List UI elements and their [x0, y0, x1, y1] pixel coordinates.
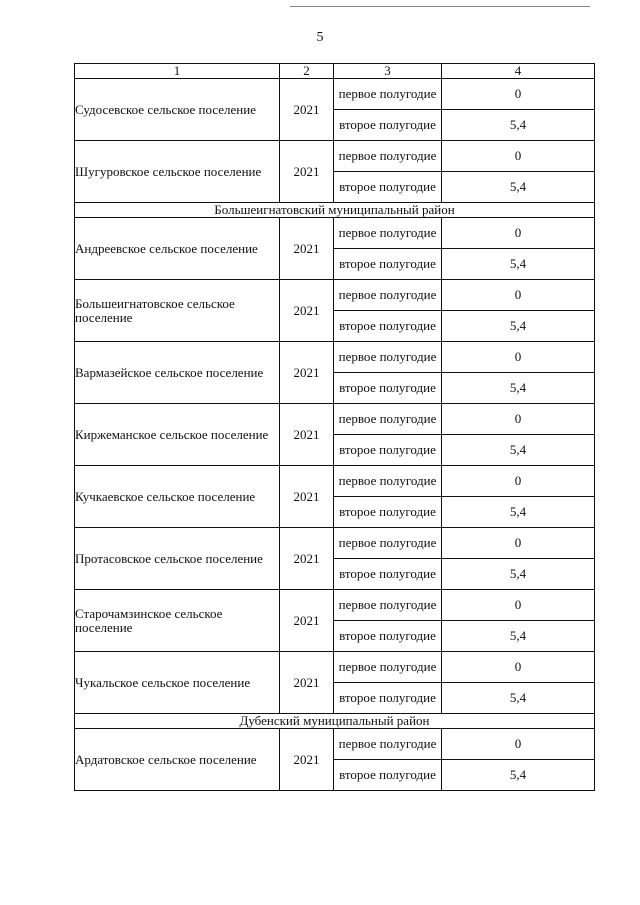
- settlement-name: Судосевское сельское поселение: [75, 79, 280, 141]
- settlement-name: Киржеманское сельское поселение: [75, 404, 280, 466]
- column-header-2: 2: [280, 64, 334, 79]
- period-cell: второе полугодие: [334, 172, 442, 203]
- column-header-3: 3: [334, 64, 442, 79]
- period-cell: второе полугодие: [334, 311, 442, 342]
- settlement-name: Вармазейское сельское поселение: [75, 342, 280, 404]
- column-header-4: 4: [442, 64, 595, 79]
- table-row: [75, 729, 595, 760]
- period-cell: первое полугодие: [334, 652, 442, 683]
- period-cell: первое полугодие: [334, 590, 442, 621]
- table-row: [75, 79, 595, 110]
- period-cell: первое полугодие: [334, 466, 442, 497]
- scan-artifact-line: [290, 6, 590, 7]
- year-cell: 2021: [280, 404, 334, 466]
- year-cell: 2021: [280, 218, 334, 280]
- value-cell: 0: [442, 466, 595, 497]
- year-cell: 2021: [280, 280, 334, 342]
- period-cell: первое полугодие: [334, 729, 442, 760]
- year-cell: 2021: [280, 466, 334, 528]
- period-cell: первое полугодие: [334, 280, 442, 311]
- table-row: [75, 528, 595, 559]
- year-cell: 2021: [280, 342, 334, 404]
- table-row: [75, 652, 595, 683]
- value-cell: 0: [442, 590, 595, 621]
- value-cell: 5,4: [442, 110, 595, 141]
- year-cell: 2021: [280, 141, 334, 203]
- value-cell: 0: [442, 528, 595, 559]
- settlement-name: Протасовское сельское поселение: [75, 528, 280, 590]
- value-cell: 5,4: [442, 373, 595, 404]
- period-cell: второе полугодие: [334, 621, 442, 652]
- period-cell: первое полугодие: [334, 218, 442, 249]
- value-cell: 5,4: [442, 559, 595, 590]
- value-cell: 0: [442, 404, 595, 435]
- table-row: [75, 218, 595, 249]
- value-cell: 5,4: [442, 497, 595, 528]
- value-cell: 0: [442, 141, 595, 172]
- table-row: [75, 404, 595, 435]
- value-cell: 0: [442, 729, 595, 760]
- data-table: [74, 63, 595, 791]
- table-row: [75, 280, 595, 311]
- period-cell: первое полугодие: [334, 342, 442, 373]
- value-cell: 5,4: [442, 311, 595, 342]
- period-cell: второе полугодие: [334, 760, 442, 791]
- district-row: [75, 203, 595, 218]
- table-row: [75, 141, 595, 172]
- value-cell: 5,4: [442, 683, 595, 714]
- column-header-1: 1: [75, 64, 280, 79]
- value-cell: 5,4: [442, 249, 595, 280]
- period-cell: первое полугодие: [334, 404, 442, 435]
- period-cell: второе полугодие: [334, 435, 442, 466]
- period-cell: первое полугодие: [334, 141, 442, 172]
- district-title: Дубенский муниципальный район: [75, 714, 595, 729]
- value-cell: 5,4: [442, 435, 595, 466]
- year-cell: 2021: [280, 729, 334, 791]
- value-cell: 0: [442, 79, 595, 110]
- period-cell: первое полугодие: [334, 528, 442, 559]
- value-cell: 0: [442, 280, 595, 311]
- table-row: [75, 590, 595, 621]
- period-cell: второе полугодие: [334, 249, 442, 280]
- page-number: 5: [316, 30, 324, 45]
- value-cell: 5,4: [442, 172, 595, 203]
- value-cell: 0: [442, 218, 595, 249]
- period-cell: первое полугодие: [334, 79, 442, 110]
- table-header-row: [75, 64, 595, 79]
- year-cell: 2021: [280, 652, 334, 714]
- year-cell: 2021: [280, 528, 334, 590]
- period-cell: второе полугодие: [334, 110, 442, 141]
- value-cell: 5,4: [442, 760, 595, 791]
- settlement-name: Кучкаевское сельское поселение: [75, 466, 280, 528]
- period-cell: второе полугодие: [334, 683, 442, 714]
- year-cell: 2021: [280, 590, 334, 652]
- settlement-name: Шугуровское сельское поселение: [75, 141, 280, 203]
- period-cell: второе полугодие: [334, 497, 442, 528]
- settlement-name: Чукальское сельское поселение: [75, 652, 280, 714]
- table-row: [75, 342, 595, 373]
- district-row: [75, 714, 595, 729]
- table-row: [75, 466, 595, 497]
- value-cell: 5,4: [442, 621, 595, 652]
- district-title: Большеигнатовский муниципальный район: [75, 203, 595, 218]
- value-cell: 0: [442, 652, 595, 683]
- settlement-name: Старочамзинское сельское поселение: [75, 590, 280, 652]
- value-cell: 0: [442, 342, 595, 373]
- period-cell: второе полугодие: [334, 559, 442, 590]
- settlement-name: Ардатовское сельское поселение: [75, 729, 280, 791]
- year-cell: 2021: [280, 79, 334, 141]
- settlement-name: Андреевское сельское поселение: [75, 218, 280, 280]
- settlement-name: Большеигнатовское сельское поселение: [75, 280, 280, 342]
- period-cell: второе полугодие: [334, 373, 442, 404]
